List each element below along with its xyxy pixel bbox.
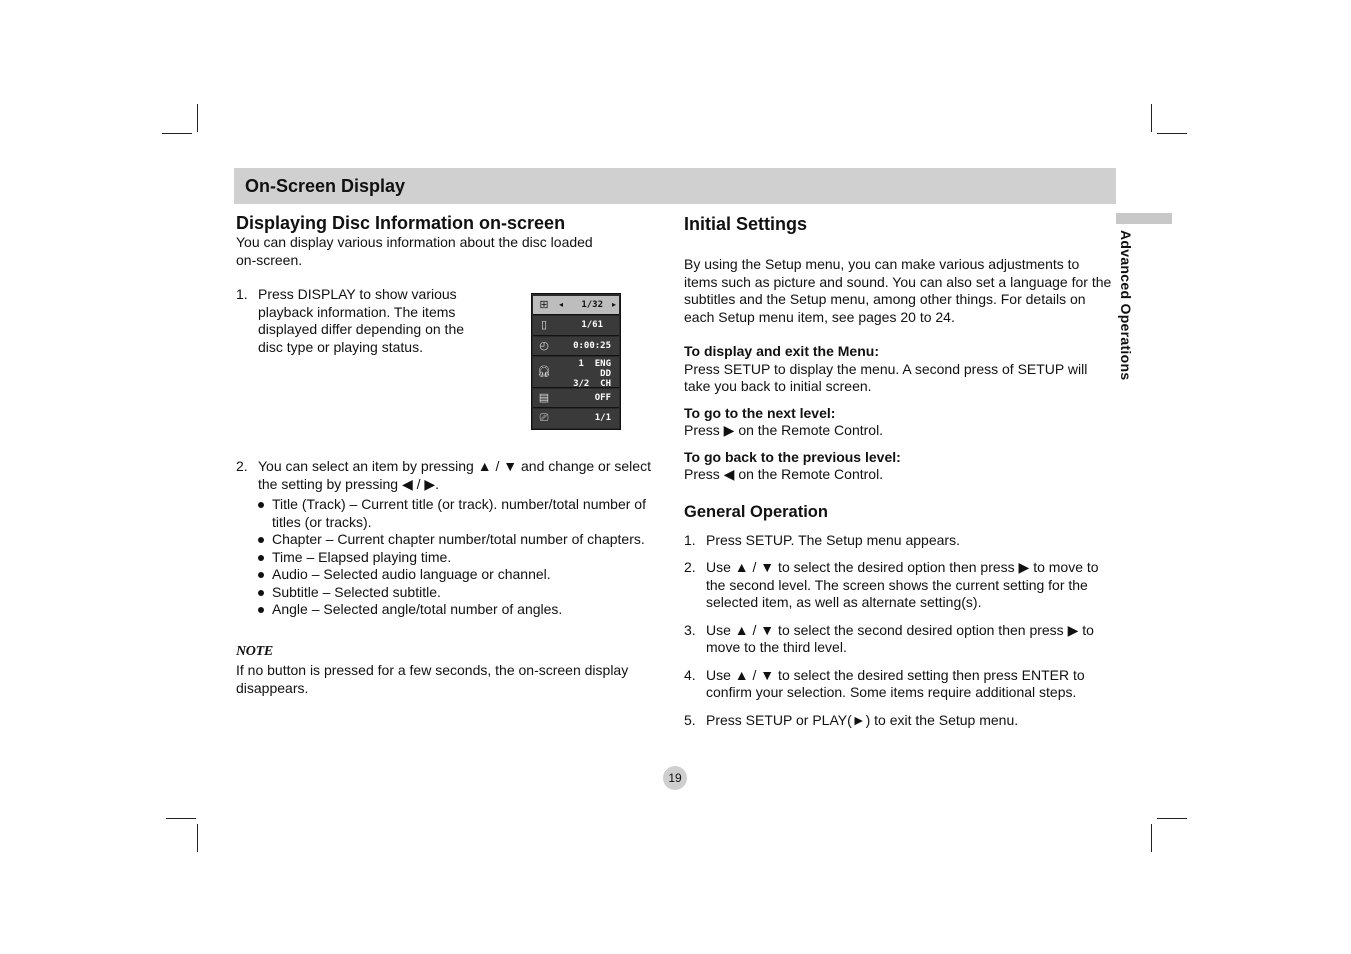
step-item bbox=[684, 712, 1114, 730]
step-number: 1. bbox=[236, 286, 248, 302]
step-item bbox=[684, 559, 1114, 612]
list-item-text: Audio – Selected audio language or channel. bbox=[272, 566, 551, 582]
osd-value: 1/61 bbox=[581, 320, 603, 330]
list-item-text: Subtitle – Selected subtitle. bbox=[272, 583, 441, 600]
step-item bbox=[236, 458, 666, 493]
side-tab-label: Advanced Operations bbox=[1118, 230, 1134, 381]
info-items-list bbox=[236, 496, 666, 619]
list-item bbox=[272, 566, 666, 584]
osd-row-audio bbox=[533, 357, 619, 388]
list-item-text: Chapter – Current chapter number/total number of chapters. bbox=[272, 531, 645, 547]
audio-icon: 🎧︎ bbox=[537, 366, 551, 378]
crop-mark bbox=[162, 133, 192, 134]
bullet-icon bbox=[258, 537, 264, 543]
osd-row-title bbox=[533, 296, 619, 315]
step-item bbox=[236, 286, 478, 356]
osd-value: 1 ENG DD 3/2 CH bbox=[573, 359, 611, 389]
bullet-icon bbox=[258, 590, 264, 596]
crop-mark bbox=[166, 818, 196, 819]
list-item bbox=[272, 601, 666, 619]
title-icon: ⊞ bbox=[539, 299, 549, 311]
page-number: 19 bbox=[663, 766, 687, 790]
left-column bbox=[236, 212, 666, 697]
step-number: 5. bbox=[684, 711, 696, 728]
side-tab-bar bbox=[1116, 213, 1172, 224]
osd-value: 1/32 bbox=[581, 300, 603, 310]
step-text: Press DISPLAY to show various playback information. The items displayed differ depending on the disc type or playing status. bbox=[258, 286, 465, 355]
crop-mark bbox=[1157, 133, 1187, 134]
note-title: NOTE bbox=[236, 643, 273, 659]
angle-icon: ⎚ bbox=[539, 412, 549, 424]
list-item-text: Time – Elapsed playing time. bbox=[272, 548, 452, 565]
crop-mark bbox=[197, 824, 198, 852]
step-number: 1. bbox=[684, 531, 696, 548]
osd-row-chapter bbox=[533, 316, 619, 336]
step-number: 2. bbox=[236, 458, 248, 474]
bullet-icon bbox=[258, 607, 264, 613]
step-number: 3. bbox=[684, 621, 696, 638]
note-text: If no button is pressed for a few seconds, the on-screen display disappears. bbox=[236, 662, 629, 696]
osd-value: 0:00:25 bbox=[573, 341, 611, 351]
initial-settings-heading: Initial Settings bbox=[684, 214, 808, 234]
list-item bbox=[272, 496, 666, 531]
next-level-text: Press ▶ on the Remote Control. bbox=[684, 422, 884, 438]
step-item bbox=[684, 532, 1114, 550]
chapter-icon: ▯ bbox=[540, 319, 548, 331]
prev-level-title: To go back to the previous level: bbox=[684, 448, 901, 465]
list-item-text: Angle – Selected angle/total number of angles. bbox=[272, 601, 563, 617]
crop-mark bbox=[1151, 104, 1152, 132]
step-number: 4. bbox=[684, 666, 696, 683]
general-operation-heading: General Operation bbox=[684, 502, 828, 521]
next-level-title: To go to the next level: bbox=[684, 404, 836, 421]
step-text: Use ▲ / ▼ to select the desired option then press ▶ to move to the second level. The screen shows the current setting for the selected item, as well as alternate setting(s). bbox=[706, 559, 1099, 610]
crop-mark bbox=[1157, 818, 1187, 819]
osd-value: 1/1 bbox=[594, 413, 611, 423]
osd-row-time bbox=[533, 337, 619, 356]
step-number: 2. bbox=[684, 559, 696, 575]
initial-settings-intro: By using the Setup menu, you can make various adjustments to items such as picture and sound. You can also set a language for the subtitles and the Setup menu, among other things. For details on each Setup menu item, see pages 20 to 24. bbox=[684, 256, 1112, 325]
bullet-icon bbox=[258, 572, 264, 578]
subtitle-icon: ▤ bbox=[538, 392, 550, 404]
crop-mark bbox=[197, 104, 198, 132]
list-item bbox=[272, 531, 666, 549]
section-header-bar bbox=[234, 168, 1116, 204]
list-item bbox=[272, 584, 666, 602]
right-arrow-icon: ▸ bbox=[611, 300, 616, 309]
time-icon: ◴ bbox=[539, 340, 549, 352]
osd-value: OFF bbox=[594, 393, 611, 403]
disc-info-heading: Displaying Disc Information on-screen bbox=[236, 213, 566, 233]
step-text: Press SETUP. The Setup menu appears. bbox=[706, 531, 960, 548]
display-exit-title: To display and exit the Menu: bbox=[684, 343, 879, 359]
bullet-icon bbox=[258, 555, 264, 561]
right-column bbox=[684, 214, 1114, 729]
bullet-icon bbox=[258, 502, 264, 508]
on-screen-display-image bbox=[531, 293, 621, 430]
osd-row-subtitle bbox=[533, 389, 619, 408]
step-item bbox=[684, 667, 1114, 702]
left-arrow-icon: ◂ bbox=[559, 300, 564, 309]
step-text: Use ▲ / ▼ to select the desired setting then press ENTER to confirm your selection. Some items require additional steps. bbox=[706, 666, 1085, 700]
step-item bbox=[684, 622, 1114, 657]
list-item-text: Title (Track) – Current title (or track). number/total number of titles (or tracks). bbox=[272, 496, 646, 530]
display-exit-text: Press SETUP to display the menu. A second press of SETUP will take you back to initial screen. bbox=[684, 360, 1088, 394]
section-title: On-Screen Display bbox=[245, 176, 406, 196]
crop-mark bbox=[1151, 824, 1152, 852]
osd-row-angle bbox=[533, 409, 619, 428]
disc-info-intro: You can display various information about the disc loaded on-screen. bbox=[236, 234, 593, 268]
step-text: You can select an item by pressing ▲ / ▼ and change or select the setting by pressing ◀ / ▶. bbox=[258, 458, 651, 492]
prev-level-text: Press ◀ on the Remote Control. bbox=[684, 466, 884, 482]
step-text: Press SETUP or PLAY(►) to exit the Setup menu. bbox=[706, 711, 1019, 728]
step-text: Use ▲ / ▼ to select the second desired option then press ▶ to move to the third level. bbox=[706, 621, 1094, 655]
list-item bbox=[272, 549, 666, 567]
